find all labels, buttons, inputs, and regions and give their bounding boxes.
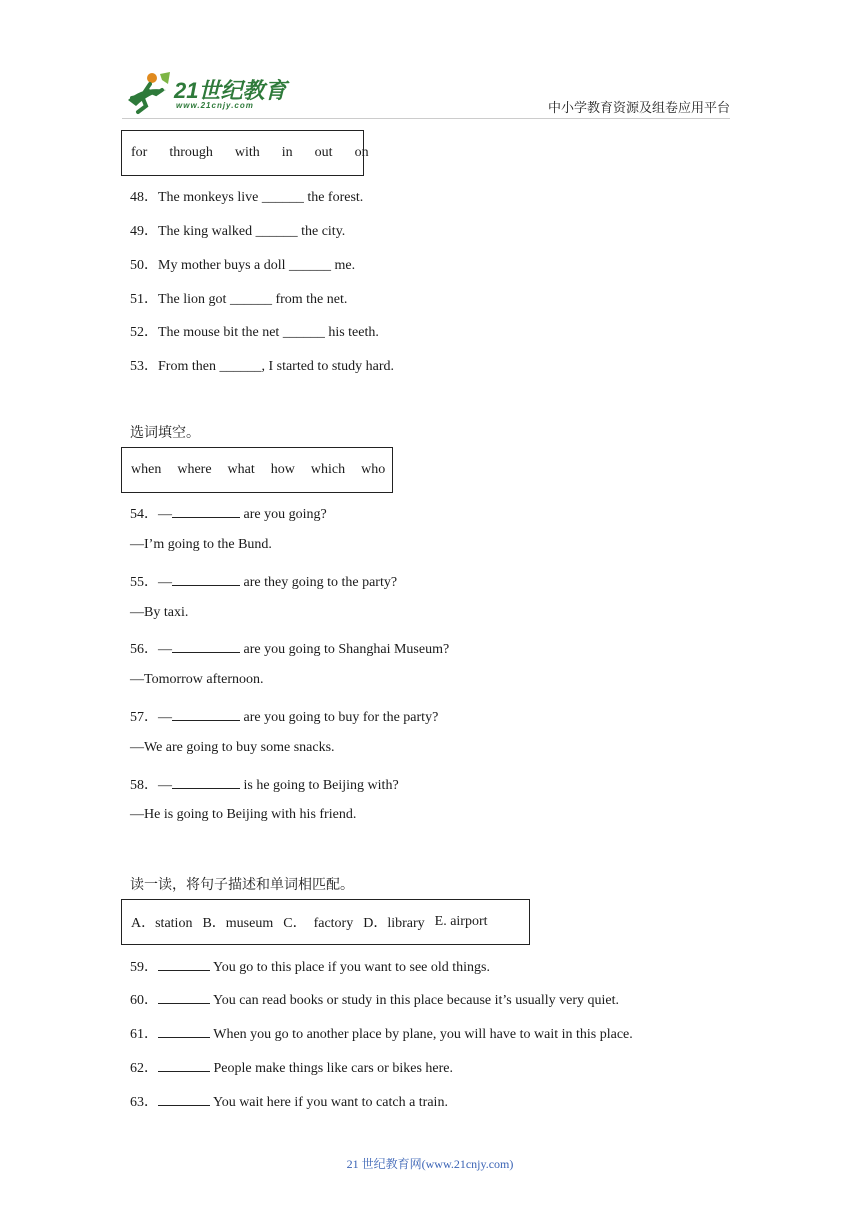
answer-blank[interactable]: ______: [289, 258, 332, 273]
question-63: 63． You wait here if you want to catch a train.: [130, 1095, 448, 1110]
answer-56: —Tomorrow afternoon.: [130, 672, 264, 687]
word-option: where: [177, 462, 212, 477]
answer-blank[interactable]: [172, 708, 240, 721]
word-option: A．station: [131, 916, 193, 931]
answer-blank[interactable]: ______: [229, 292, 272, 307]
logo-url: www.21cnjy.com: [176, 101, 254, 110]
question-58: 58．— is he going to Beijing with?: [130, 778, 399, 793]
answer-blank[interactable]: ______: [261, 190, 304, 205]
question-55: 55．— are they going to the party?: [130, 575, 398, 590]
word-option: with: [234, 145, 260, 160]
word-box-places: [121, 899, 530, 945]
answer-blank[interactable]: [172, 776, 240, 789]
question-49: 49．The king walked ______ the city.: [130, 224, 346, 239]
question-62: 62． People make things like cars or bikes here.: [130, 1061, 453, 1076]
question-60: 60． You can read books or study in this place because it’s usually very quiet.: [130, 993, 620, 1008]
answer-blank[interactable]: [158, 991, 210, 1004]
logo-text: 21世纪教育: [174, 78, 287, 103]
site-logo: [122, 70, 292, 116]
word-option: through: [169, 145, 213, 160]
word-option: D．library: [363, 916, 425, 931]
header-divider: [122, 118, 730, 119]
word-option: what: [227, 462, 255, 477]
answer-blank[interactable]: [158, 958, 210, 971]
question-52: 52．The mouse bit the net ______ his teeth.: [130, 325, 379, 340]
word-option: who: [361, 462, 386, 477]
answer-blank[interactable]: ______: [219, 359, 262, 374]
word-box-prepositions: [121, 130, 369, 176]
footer-link[interactable]: 21 世纪教育网(www.21cnjy.com): [346, 1157, 514, 1171]
answer-55: —By taxi.: [130, 605, 189, 620]
header-platform-text: 中小学教育资源及组卷应用平台: [547, 100, 730, 115]
answer-blank[interactable]: ______: [255, 224, 298, 239]
word-option: C． factory: [283, 916, 354, 931]
question-48: 48．The monkeys live ______ the forest.: [130, 190, 364, 205]
question-57: 57．— are you going to buy for the party?: [130, 710, 439, 725]
answer-blank[interactable]: [172, 573, 240, 586]
question-56: 56．— are you going to Shanghai Museum?: [130, 642, 450, 657]
word-option: in: [281, 145, 293, 160]
answer-54: —I’m going to the Bund.: [130, 537, 272, 552]
runner-logo-icon: [122, 70, 174, 116]
word-option: for: [131, 145, 148, 160]
question-51: 51．The lion got ______ from the net.: [130, 292, 348, 307]
word-option: out: [314, 145, 333, 160]
question-59: 59． You go to this place if you want to see old things.: [130, 960, 490, 975]
answer-blank[interactable]: [158, 1025, 210, 1038]
word-option: when: [131, 462, 162, 477]
question-50: 50．My mother buys a doll ______ me.: [130, 258, 356, 273]
word-option: E. airport: [434, 914, 488, 929]
word-option: how: [270, 462, 295, 477]
question-54: 54．— are you going?: [130, 507, 327, 522]
question-61: 61． When you go to another place by plane, you will have to wait in this place.: [130, 1027, 633, 1042]
word-option: which: [310, 462, 346, 477]
question-53: 53．From then ______, I started to study hard.: [130, 359, 395, 374]
answer-blank[interactable]: [158, 1093, 210, 1106]
answer-58: —He is going to Beijing with his friend.: [130, 807, 357, 822]
answer-blank[interactable]: [172, 640, 240, 653]
section-title: 读一读，将句子描述和单词相匹配。: [130, 878, 354, 893]
word-box-question-words: [121, 447, 393, 493]
answer-blank[interactable]: [158, 1059, 210, 1072]
word-option: on: [354, 145, 369, 160]
section-title: 选词填空。: [130, 426, 200, 441]
answer-blank[interactable]: ______: [282, 325, 325, 340]
answer-blank[interactable]: [172, 505, 240, 518]
answer-57: —We are going to buy some snacks.: [130, 740, 335, 755]
word-option: B．museum: [202, 916, 274, 931]
